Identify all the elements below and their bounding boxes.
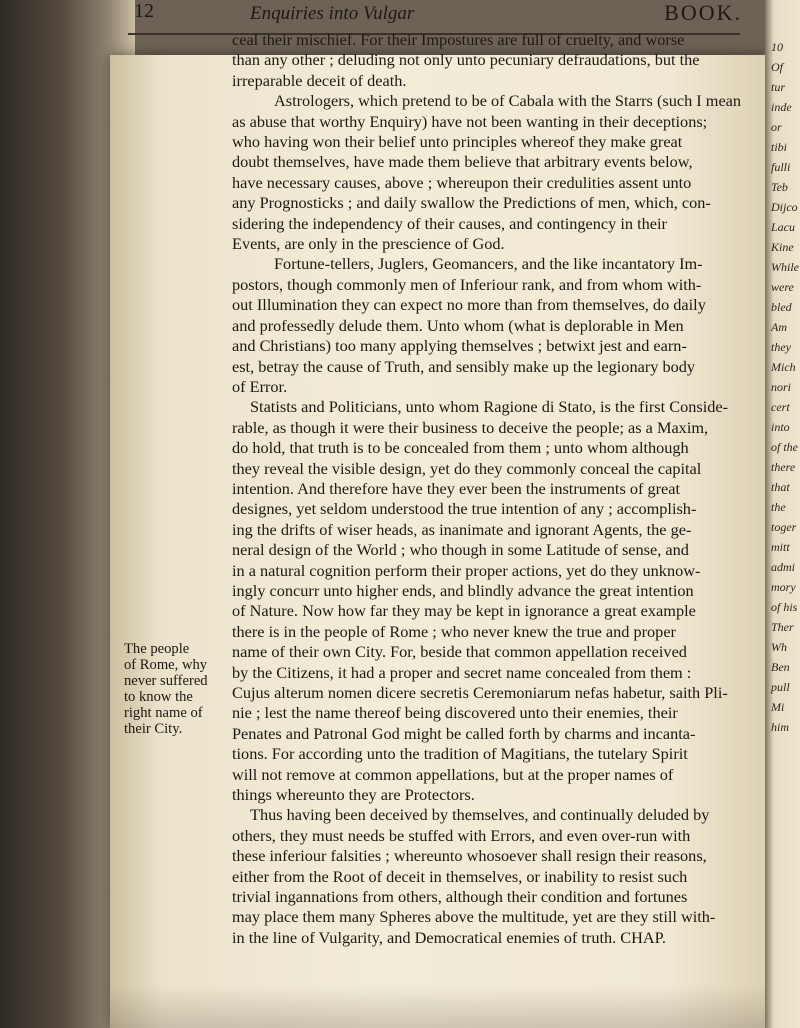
text-line: who having won their belief unto principles whereof they make great bbox=[232, 132, 683, 152]
margin-note-line: The people bbox=[124, 641, 190, 657]
text-line: and professedly delude them. Unto whom (what is deplorable in Men bbox=[232, 315, 684, 335]
text-line: Penates and Patronal God might be called forth by charms and incanta- bbox=[232, 723, 696, 743]
facing-page-fragment: Am bbox=[771, 320, 787, 334]
facing-page-edge bbox=[765, 0, 800, 1028]
text-line: do hold, that truth is to be concealed from them ; unto whom although bbox=[232, 438, 689, 458]
facing-page-fragment: of his bbox=[771, 600, 798, 614]
text-line: others, they must needs be stuffed with Errors, and even over-run with bbox=[232, 825, 691, 845]
book-label: BOOK. bbox=[664, 0, 742, 25]
facing-page-fragment: bled bbox=[771, 300, 792, 314]
facing-page-fragment: pull bbox=[771, 680, 790, 694]
text-line: tions. For according unto the tradition of Magitians, the tutelary Spirit bbox=[232, 744, 688, 764]
main-text bbox=[232, 30, 742, 948]
text-line: Events, are only in the prescience of God. bbox=[232, 234, 505, 254]
text-line: est, betray the cause of Truth, and sensibly make up the legionary body bbox=[232, 356, 696, 376]
text-line: ing the drifts of wiser heads, as inanimate and ignorant Agents, the ge- bbox=[232, 519, 692, 539]
text-line: as abuse that worthy Enquiry) have not been wanting in their deceptions; bbox=[232, 111, 708, 131]
facing-page-fragment: there bbox=[771, 460, 796, 474]
text-line: any Prognosticks ; and daily swallow the Predictions of men, which, con- bbox=[232, 193, 711, 213]
page-number: 12 bbox=[134, 0, 154, 22]
text-line: either from the Root of deceit in themselves, or inability to resist such bbox=[232, 866, 688, 886]
facing-page-fragment: Mich bbox=[771, 360, 796, 374]
facing-page-fragment: tur bbox=[771, 80, 786, 94]
text-line: nie ; lest the name thereof being discovered unto their enemies, their bbox=[232, 703, 678, 723]
text-line: Statists and Politicians, unto whom Ragione di Stato, is the first Conside- bbox=[250, 397, 729, 417]
facing-page-fragment: or bbox=[771, 120, 782, 134]
margin-note-line: to know the bbox=[124, 688, 193, 705]
facing-page-fragment: they bbox=[771, 340, 791, 354]
text-line: have necessary causes, above ; whereupon their credulities assent unto bbox=[232, 172, 692, 192]
text-line: trivial ingannations from others, although their condition and fortunes bbox=[232, 887, 688, 907]
text-line: may place them many Spheres above the multitude, yet are they still with- bbox=[232, 907, 716, 927]
text-line: of Nature. Now how far they may be kept in ignorance a great example bbox=[232, 601, 696, 621]
facing-page-fragment: mory bbox=[771, 580, 796, 594]
text-line: ceal their mischief. For their Impostures are full of cruelty, and worse bbox=[232, 30, 685, 49]
facing-page-fragment: Lacu bbox=[771, 220, 795, 234]
margin-note bbox=[124, 642, 239, 737]
facing-page-fragment: Ben bbox=[771, 660, 790, 674]
facing-page-fragment: cert bbox=[771, 400, 790, 414]
text-line: doubt themselves, have made them believe that arbitrary events below, bbox=[232, 152, 693, 172]
facing-page-fragment: admi bbox=[771, 560, 795, 574]
facing-page-fragment: nori bbox=[771, 380, 792, 394]
facing-page-fragment: that bbox=[771, 480, 790, 494]
text-line: neral design of the World ; who though in some Latitude of sense, and bbox=[232, 540, 689, 560]
page-header bbox=[120, 0, 740, 30]
facing-page-fragment: Teb bbox=[771, 180, 788, 194]
facing-page-fragment: Of bbox=[771, 60, 783, 74]
margin-note-line: of Rome, why bbox=[124, 656, 208, 673]
facing-page-fragment: mitt bbox=[771, 540, 790, 554]
margin-note-line: never suffered bbox=[124, 672, 208, 689]
facing-page-fragment: 10 bbox=[771, 40, 783, 54]
text-line: by the Citizens, it had a proper and secret name concealed from them : bbox=[232, 662, 692, 682]
text-line: in the line of Vulgarity, and Democratical enemies of truth. CHAP. bbox=[232, 927, 666, 947]
facing-page-fragment: Dijco bbox=[771, 200, 798, 214]
facing-page-fragment: Kine bbox=[771, 240, 794, 254]
margin-note-line: right name of bbox=[124, 704, 203, 721]
facing-page-fragment: him bbox=[771, 720, 789, 734]
text-line: Cujus alterum nomen dicere secretis Ceremoniarum nefas habetur, saith Pli- bbox=[232, 683, 728, 702]
text-line: things whereunto they are Protectors. bbox=[232, 785, 475, 805]
facing-page-fragment: the bbox=[771, 500, 786, 514]
facing-page-fragment: tibi bbox=[771, 140, 788, 154]
facing-page-fragment: toger bbox=[771, 520, 797, 534]
facing-page-fragment: into bbox=[771, 420, 790, 434]
text-line: irreparable deceit of death. bbox=[232, 70, 407, 90]
text-line: name of their own City. For, beside that common appellation received bbox=[232, 642, 687, 662]
facing-page-fragment: of the bbox=[771, 440, 798, 454]
page-bottom-shade bbox=[110, 985, 765, 1028]
facing-page-fragment: Mi bbox=[771, 700, 785, 714]
margin-note-line: their City. bbox=[124, 720, 183, 737]
text-line: intention. And therefore have they ever been the instruments of great bbox=[232, 478, 681, 498]
facing-page-fragment: Wh bbox=[771, 640, 787, 654]
text-line: rable, as though it were their business to deceive the people; as a Maxim, bbox=[232, 417, 709, 437]
text-line: postors, though commonly men of Inferiour rank, and from whom with- bbox=[232, 274, 702, 294]
text-line: of Error. bbox=[232, 376, 288, 396]
facing-page-fragment: were bbox=[771, 280, 794, 294]
facing-page-fragment: While bbox=[771, 260, 799, 274]
text-line: will not remove at common appellations, but at the proper names of bbox=[232, 764, 674, 784]
text-line: in a natural cognition perform their proper actions, yet do they unknow- bbox=[232, 560, 701, 580]
facing-page-fragment: fulli bbox=[771, 160, 791, 174]
facing-page-fragment: Ther bbox=[771, 620, 794, 634]
text-line: ingly concurr unto higher ends, and blindly advance the great intention bbox=[232, 580, 694, 600]
text-line: designes, yet seldom understood the true intention of any ; accomplish- bbox=[232, 499, 697, 519]
text-line: and Christians) too many applying themselves ; betwixt jest and earn- bbox=[232, 336, 687, 356]
text-line: out Illumination they can expect no more than from themselves, do daily bbox=[232, 295, 706, 315]
text-line: there is in the people of Rome ; who never knew the true and proper bbox=[232, 621, 676, 641]
text-line: than any other ; deluding not only unto pecuniary defraudations, but the bbox=[232, 50, 700, 70]
text-line: Thus having been deceived by themselves, and continually deluded by bbox=[250, 805, 710, 825]
text-line: these inferiour falsities ; whereunto whosoever shall resign their reasons, bbox=[232, 846, 707, 866]
text-line: sidering the independency of their causes, and contingency in their bbox=[232, 213, 667, 233]
text-line: they reveal the visible design, yet do they commonly conceal the capital bbox=[232, 458, 702, 478]
facing-page-fragment: inde bbox=[771, 100, 792, 114]
text-line: Fortune-tellers, Juglers, Geomancers, and the like incantatory Im- bbox=[274, 254, 703, 274]
running-title: Enquiries into Vulgar bbox=[250, 3, 415, 24]
text-line: Astrologers, which pretend to be of Cabala with the Starrs (such I mean bbox=[274, 91, 742, 111]
